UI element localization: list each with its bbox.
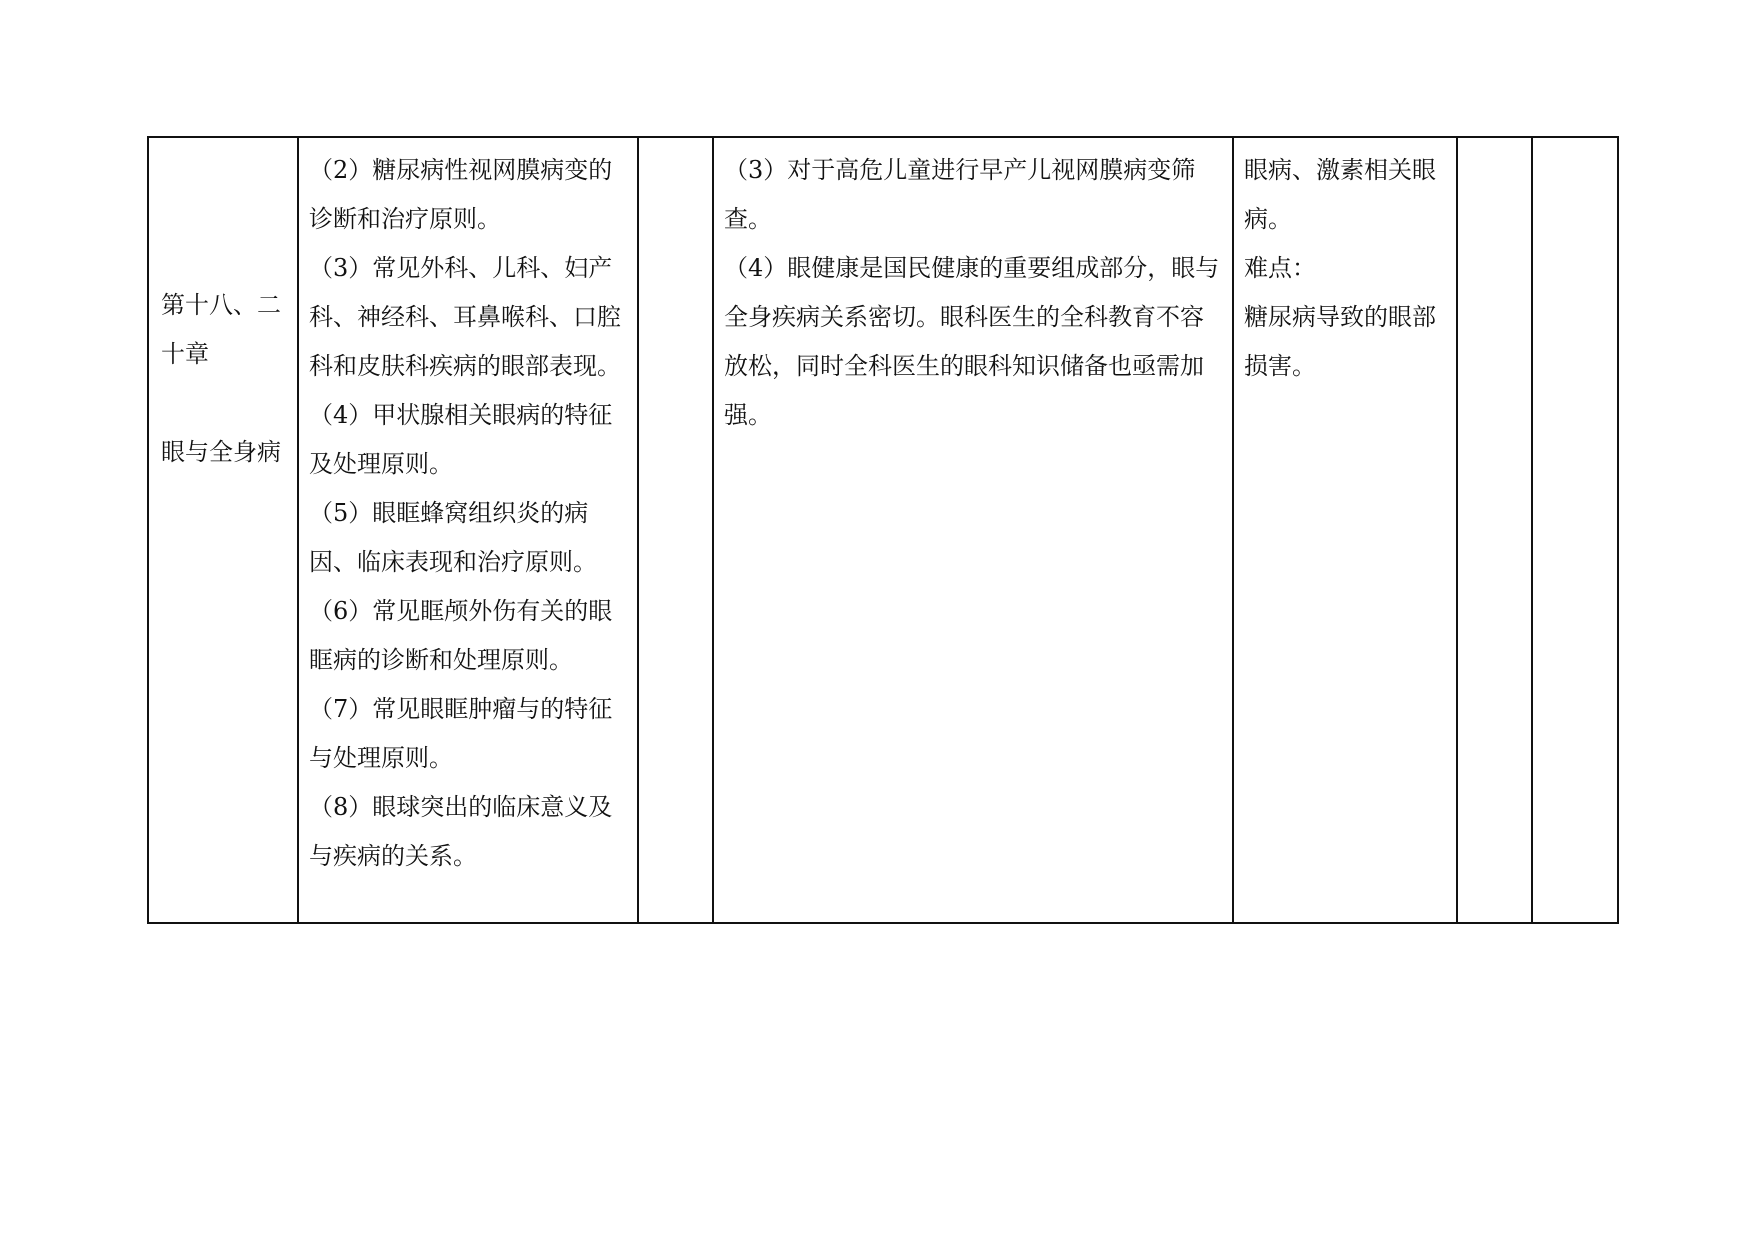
- objective-item: （5）眼眶蜂窝组织炎的病因、临床表现和治疗原则。: [309, 499, 597, 576]
- objective-item: （2）糖尿病性视网膜病变的诊断和治疗原则。: [309, 156, 613, 233]
- keypoints-cell: [1233, 137, 1457, 923]
- empty-cell-2: [1457, 137, 1532, 923]
- chapter-title: 眼与全身病: [161, 438, 281, 466]
- requirement-item: （4）眼健康是国民健康的重要组成部分，眼与全身疾病关系密切。眼科医生的全科教育不容放松，同时全科医生的眼科知识储备也亟需加强。: [724, 254, 1220, 429]
- chapter-cell: [148, 137, 298, 923]
- objective-item: （8）眼球突出的临床意义及与疾病的关系。: [309, 793, 613, 870]
- objective-item: （6）常见眶颅外伤有关的眼眶病的诊断和处理原则。: [309, 597, 613, 674]
- syllabus-table: [147, 136, 1619, 924]
- requirements-cell: [713, 137, 1233, 923]
- chapter-number-line1: 第十八、二: [161, 291, 281, 319]
- difficulty-text: 糖尿病导致的眼部损害。: [1244, 303, 1436, 380]
- chapter-number-line2: 十章: [161, 340, 209, 368]
- requirement-item: （3）对于高危儿童进行早产儿视网膜病变筛查。: [724, 156, 1196, 233]
- objectives-cell: [298, 137, 638, 923]
- table-row: [148, 137, 1618, 923]
- difficulty-label: 难点：: [1244, 254, 1316, 282]
- empty-cell-3: [1532, 137, 1618, 923]
- objective-item: （7）常见眼眶肿瘤与的特征与处理原则。: [309, 695, 613, 772]
- objective-item: （3）常见外科、儿科、妇产科、神经科、耳鼻喉科、口腔科和皮肤科疾病的眼部表现。: [309, 254, 621, 380]
- key-points-text: 眼病、激素相关眼病。: [1244, 156, 1436, 233]
- empty-cell-1: [638, 137, 713, 923]
- objective-item: （4）甲状腺相关眼病的特征及处理原则。: [309, 401, 613, 478]
